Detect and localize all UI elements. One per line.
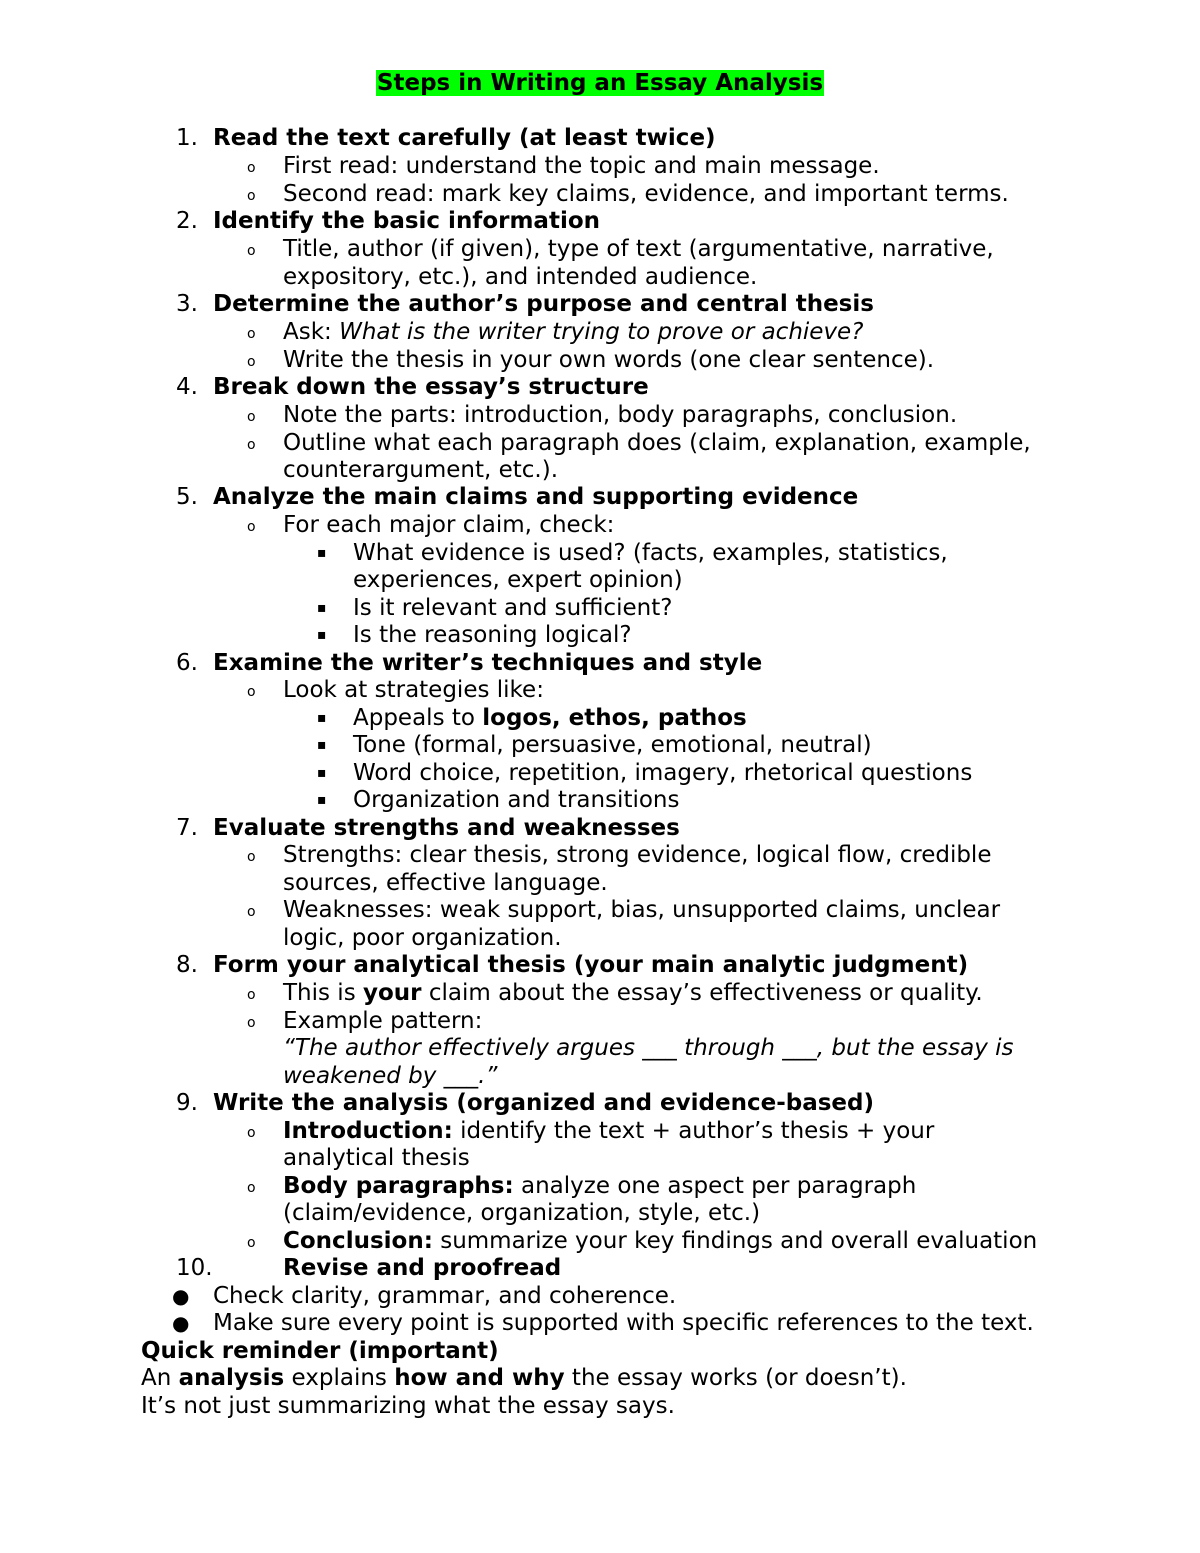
circle-bullet-icon: o — [247, 243, 256, 259]
square-bullet-icon: ▪ — [317, 737, 327, 753]
circle-bullet-icon: o — [247, 519, 256, 535]
text-segment: identify the text + author’s thesis + your — [452, 1118, 935, 1144]
step-number: 10. — [176, 1255, 213, 1281]
circle-bullet-icon: o — [247, 437, 256, 453]
list-item: Strengths: clear thesis, strong evidence, logical flow, credible — [283, 842, 992, 868]
circle-bullet-icon: o — [247, 326, 256, 342]
sub-list-item: Is it relevant and sufficient? — [353, 595, 673, 621]
ask-question: What is the writer trying to prove or achieve? — [339, 319, 864, 345]
list-item: Make sure every point is supported with specific references to the text. — [213, 1310, 1034, 1336]
sub-list-item: Word choice, repetition, imagery, rhetorical questions — [353, 760, 973, 786]
list-item: Look at strategies like: — [283, 677, 544, 703]
list-item — [283, 979, 983, 1007]
step-number: 1. — [176, 125, 198, 151]
step-number: 2. — [176, 208, 198, 234]
step-heading: Determine the author’s purpose and central thesis — [213, 291, 874, 317]
list-item: counterargument, etc.). — [283, 457, 559, 483]
square-bullet-icon: ▪ — [317, 627, 327, 643]
bold-segment: how and why — [394, 1365, 565, 1391]
step-heading: Examine the writer’s techniques and style — [213, 650, 763, 676]
sub-list-item: What evidence is used? (facts, examples, statistics, — [353, 540, 948, 566]
ask-prefix: Ask: — [283, 319, 340, 345]
circle-bullet-icon: o — [247, 1235, 256, 1251]
bold-segment: Introduction: — [283, 1118, 453, 1144]
list-item: Write the thesis in your own words (one clear sentence). — [283, 347, 935, 373]
text-segment: An — [141, 1365, 179, 1391]
circle-bullet-icon: o — [247, 849, 256, 865]
step-heading: Identify the basic information — [213, 208, 601, 234]
bold-segment: Conclusion: — [283, 1228, 433, 1254]
square-bullet-icon: ▪ — [317, 765, 327, 781]
sub-list-item: experiences, expert opinion) — [353, 567, 683, 593]
text-segment: explains — [284, 1365, 395, 1391]
bold-segment: Body paragraphs: — [283, 1173, 514, 1199]
list-item: Second read: mark key claims, evidence, and important terms. — [283, 181, 1009, 207]
square-bullet-icon: ▪ — [317, 545, 327, 561]
square-bullet-icon: ▪ — [317, 710, 327, 726]
sub-list-item: Tone (formal, persuasive, emotional, neutral) — [353, 732, 872, 758]
list-item: Note the parts: introduction, body paragraphs, conclusion. — [283, 402, 958, 428]
circle-bullet-icon: o — [247, 987, 256, 1003]
step-number: 8. — [176, 952, 198, 978]
title-container — [0, 68, 1200, 98]
circle-bullet-icon: o — [247, 1180, 256, 1196]
bold-segment: your — [363, 980, 422, 1006]
circle-bullet-icon: o — [247, 684, 256, 700]
step-heading: Revise and proofread — [283, 1255, 562, 1281]
step-heading: Form your analytical thesis (your main analytic judgment) — [213, 952, 969, 978]
step-number: 4. — [176, 374, 198, 400]
text-segment: claim about the essay’s effectiveness or quality. — [421, 980, 983, 1006]
list-item: Check clarity, grammar, and coherence. — [213, 1283, 677, 1309]
step-number: 5. — [176, 484, 198, 510]
step-heading: Read the text carefully (at least twice) — [213, 125, 716, 151]
step-number: 9. — [176, 1090, 198, 1116]
text-segment: summarize your key findings and overall evaluation — [432, 1228, 1038, 1254]
circle-bullet-icon: o — [247, 1015, 256, 1031]
list-item: For each major claim, check: — [283, 512, 615, 538]
step-heading: Analyze the main claims and supporting evidence — [213, 484, 859, 510]
list-item: (claim/evidence, organization, style, etc.) — [283, 1200, 761, 1226]
italic-segment: “The author effectively argues ___ through ___, but the essay is — [283, 1035, 1014, 1061]
list-item: Weaknesses: weak support, bias, unsupported claims, unclear — [283, 897, 1001, 923]
step-number: 3. — [176, 291, 198, 317]
list-item: Example pattern: — [283, 1008, 483, 1034]
circle-bullet-icon: o — [247, 354, 256, 370]
step-number: 7. — [176, 815, 198, 841]
list-item: Title, author (if given), type of text (argumentative, narrative, — [283, 236, 994, 262]
italic-segment: weakened by ___.” — [283, 1063, 498, 1089]
list-item — [283, 1172, 916, 1200]
circle-bullet-icon: o — [247, 160, 256, 176]
sub-list-item: Is the reasoning logical? — [353, 622, 632, 648]
text-segment: analyze one aspect per paragraph — [513, 1173, 917, 1199]
reminder-heading: Quick reminder (important) — [141, 1338, 499, 1364]
sub-list-item — [353, 704, 747, 732]
step-heading: Break down the essay’s structure — [213, 374, 649, 400]
list-item — [283, 318, 863, 346]
document-title: Steps in Writing an Essay Analysis — [376, 70, 824, 96]
step-number: 6. — [176, 650, 198, 676]
list-item — [283, 1117, 934, 1145]
step-heading: Write the analysis (organized and evidence-based) — [213, 1090, 874, 1116]
dot-bullet-icon: ● — [172, 1311, 190, 1335]
reminder-line — [141, 1364, 907, 1392]
circle-bullet-icon: o — [247, 188, 256, 204]
square-bullet-icon: ▪ — [317, 600, 327, 616]
list-item: expository, etc.), and intended audience. — [283, 264, 758, 290]
text-segment: the essay works (or doesn’t). — [564, 1365, 907, 1391]
circle-bullet-icon: o — [247, 1125, 256, 1141]
appeals-bold: logos, ethos, pathos — [482, 705, 747, 731]
list-item: logic, poor organization. — [283, 925, 562, 951]
list-item — [283, 1227, 1037, 1255]
square-bullet-icon: ▪ — [317, 792, 327, 808]
text-segment: This is — [283, 980, 363, 1006]
circle-bullet-icon: o — [247, 409, 256, 425]
list-item: First read: understand the topic and main message. — [283, 153, 880, 179]
list-item: analytical thesis — [283, 1145, 470, 1171]
reminder-line: It’s not just summarizing what the essay says. — [141, 1393, 675, 1419]
dot-bullet-icon: ● — [172, 1284, 190, 1308]
circle-bullet-icon: o — [247, 904, 256, 920]
bold-segment: analysis — [178, 1365, 285, 1391]
list-item: Outline what each paragraph does (claim, explanation, example, — [283, 430, 1031, 456]
example-pattern-line — [283, 1062, 497, 1090]
sub-list-item: Organization and transitions — [353, 787, 680, 813]
list-item: sources, effective language. — [283, 870, 608, 896]
step-heading: Evaluate strengths and weaknesses — [213, 815, 680, 841]
example-pattern-line — [283, 1034, 1014, 1062]
appeals-prefix: Appeals to — [353, 705, 483, 731]
